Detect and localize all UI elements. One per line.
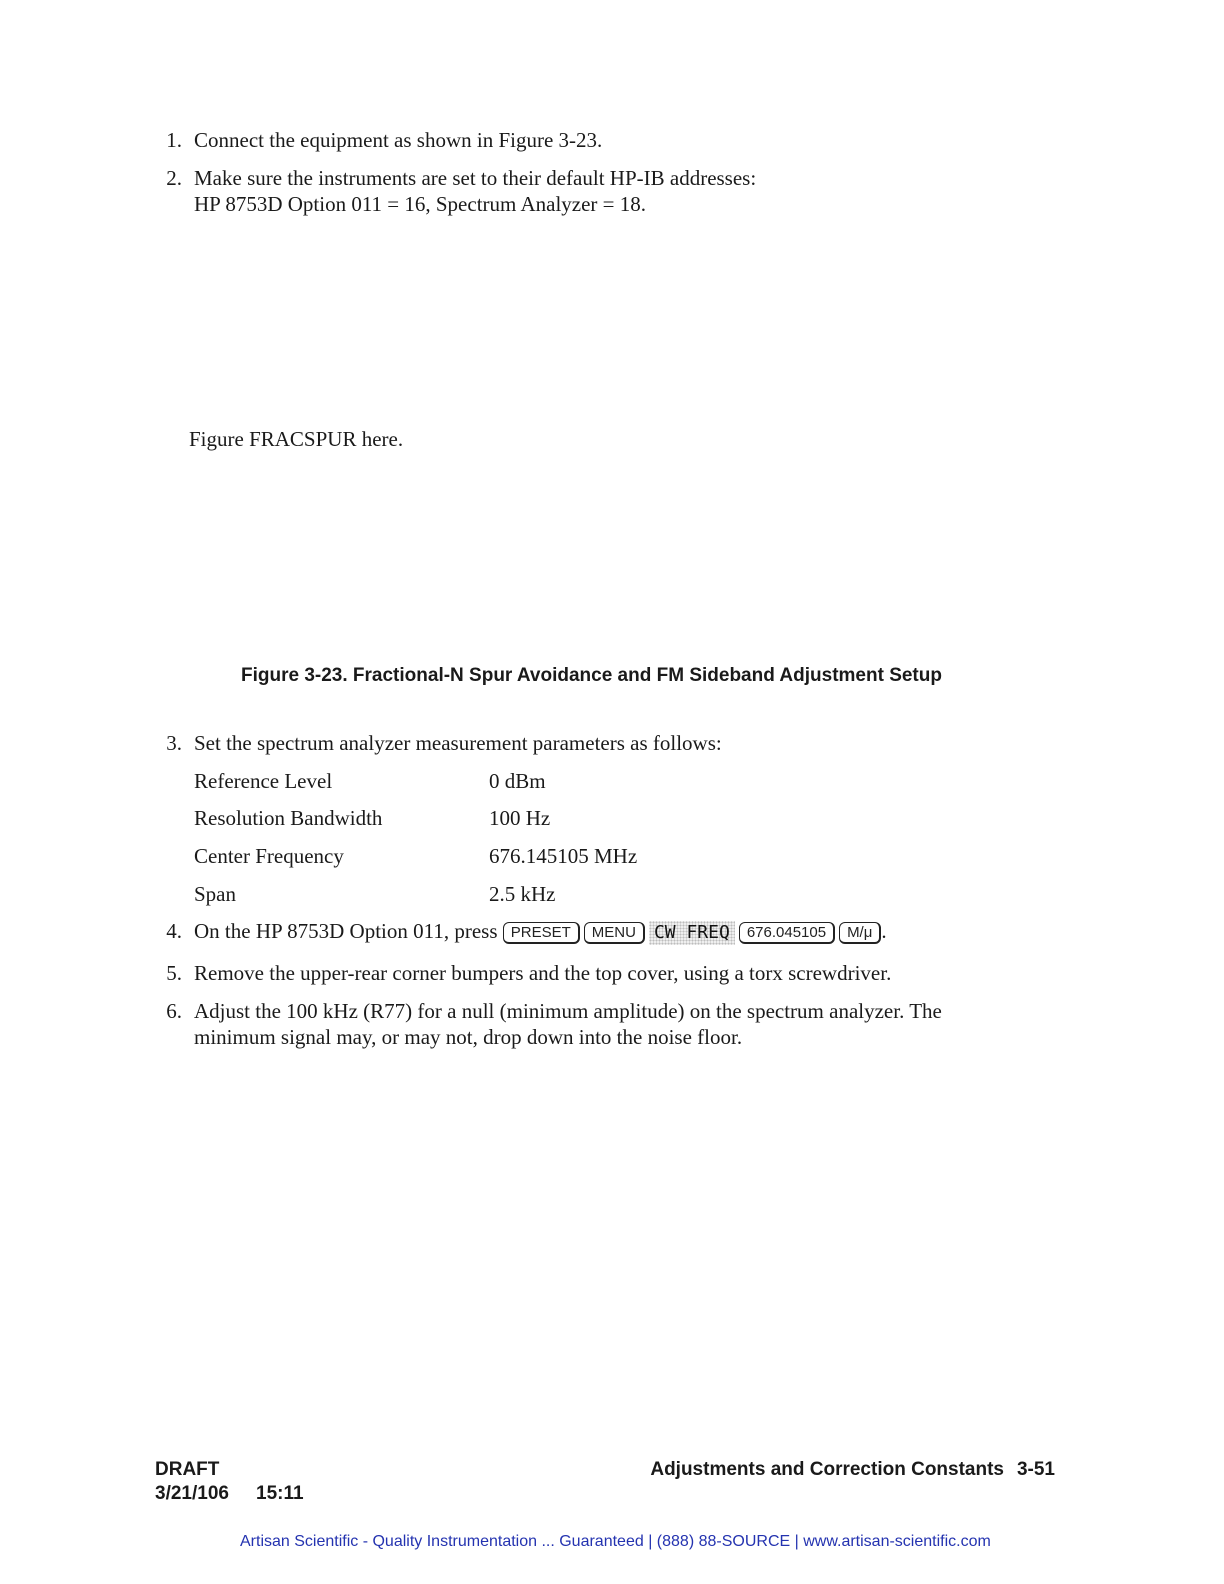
step-text: Remove the upper-rear corner bumpers and the top cover, using a torx screwdriver. (194, 961, 892, 985)
step-text-line-2: minimum signal may, or may not, drop down into the noise floor. (194, 1025, 743, 1049)
draft-time: 15:11 (256, 1483, 304, 1504)
draft-label: DRAFT (155, 1459, 220, 1480)
step-number: 1. (166, 128, 182, 152)
step-number: 2. (166, 166, 182, 190)
figure-placeholder: Figure FRACSPUR here. (189, 427, 404, 451)
parameter-label: Span (194, 882, 236, 906)
parameter-value: 0 dBm (489, 769, 546, 793)
step-text: Set the spectrum analyzer measurement parameters as follows: (194, 731, 722, 755)
parameter-value: 676.145105 MHz (489, 844, 638, 868)
vendor-banner-link[interactable]: Artisan Scientific - Quality Instrumentation ... Guaranteed | (888) 88-SOURCE | www.artisan-scientific.com (240, 1533, 991, 1550)
step-text-line-2: HP 8753D Option 011 = 16, Spectrum Analyzer = 18. (194, 192, 647, 216)
step-text (194, 919, 887, 945)
section-title: Adjustments and Correction Constants (650, 1459, 1004, 1480)
parameter-value: 100 Hz (489, 806, 551, 830)
step-text: Connect the equipment as shown in Figure 3-23. (194, 128, 603, 152)
parameter-label: Reference Level (194, 769, 333, 793)
step-number: 6. (166, 999, 182, 1023)
parameter-label: Resolution Bandwidth (194, 806, 383, 830)
parameter-value: 2.5 kHz (489, 882, 556, 906)
step-number: 4. (166, 919, 182, 943)
step-number: 3. (166, 731, 182, 755)
parameter-label: Center Frequency (194, 844, 344, 868)
figure-caption: Figure 3-23. Fractional-N Spur Avoidance and FM Sideband Adjustment Setup (241, 665, 942, 686)
menu-key: MENU (584, 922, 645, 944)
mega-micro-unit-key: M/μ (839, 922, 881, 944)
preset-key: PRESET (503, 922, 580, 944)
step-text-lead: On the HP 8753D Option 011, press (194, 919, 498, 943)
cw-freq-softkey: CW FREQ (649, 921, 735, 945)
step-text-line-1: Make sure the instruments are set to their default HP-IB addresses: (194, 166, 757, 190)
page-number: 3-51 (1016, 1459, 1055, 1480)
step-text-line-1: Adjust the 100 kHz (R77) for a null (minimum amplitude) on the spectrum analyzer. The (194, 999, 942, 1023)
frequency-entry-key: 676.045105 (739, 922, 835, 944)
step-number: 5. (166, 961, 182, 985)
step-text-end: . (881, 919, 887, 943)
draft-date: 3/21/106 (155, 1483, 229, 1504)
